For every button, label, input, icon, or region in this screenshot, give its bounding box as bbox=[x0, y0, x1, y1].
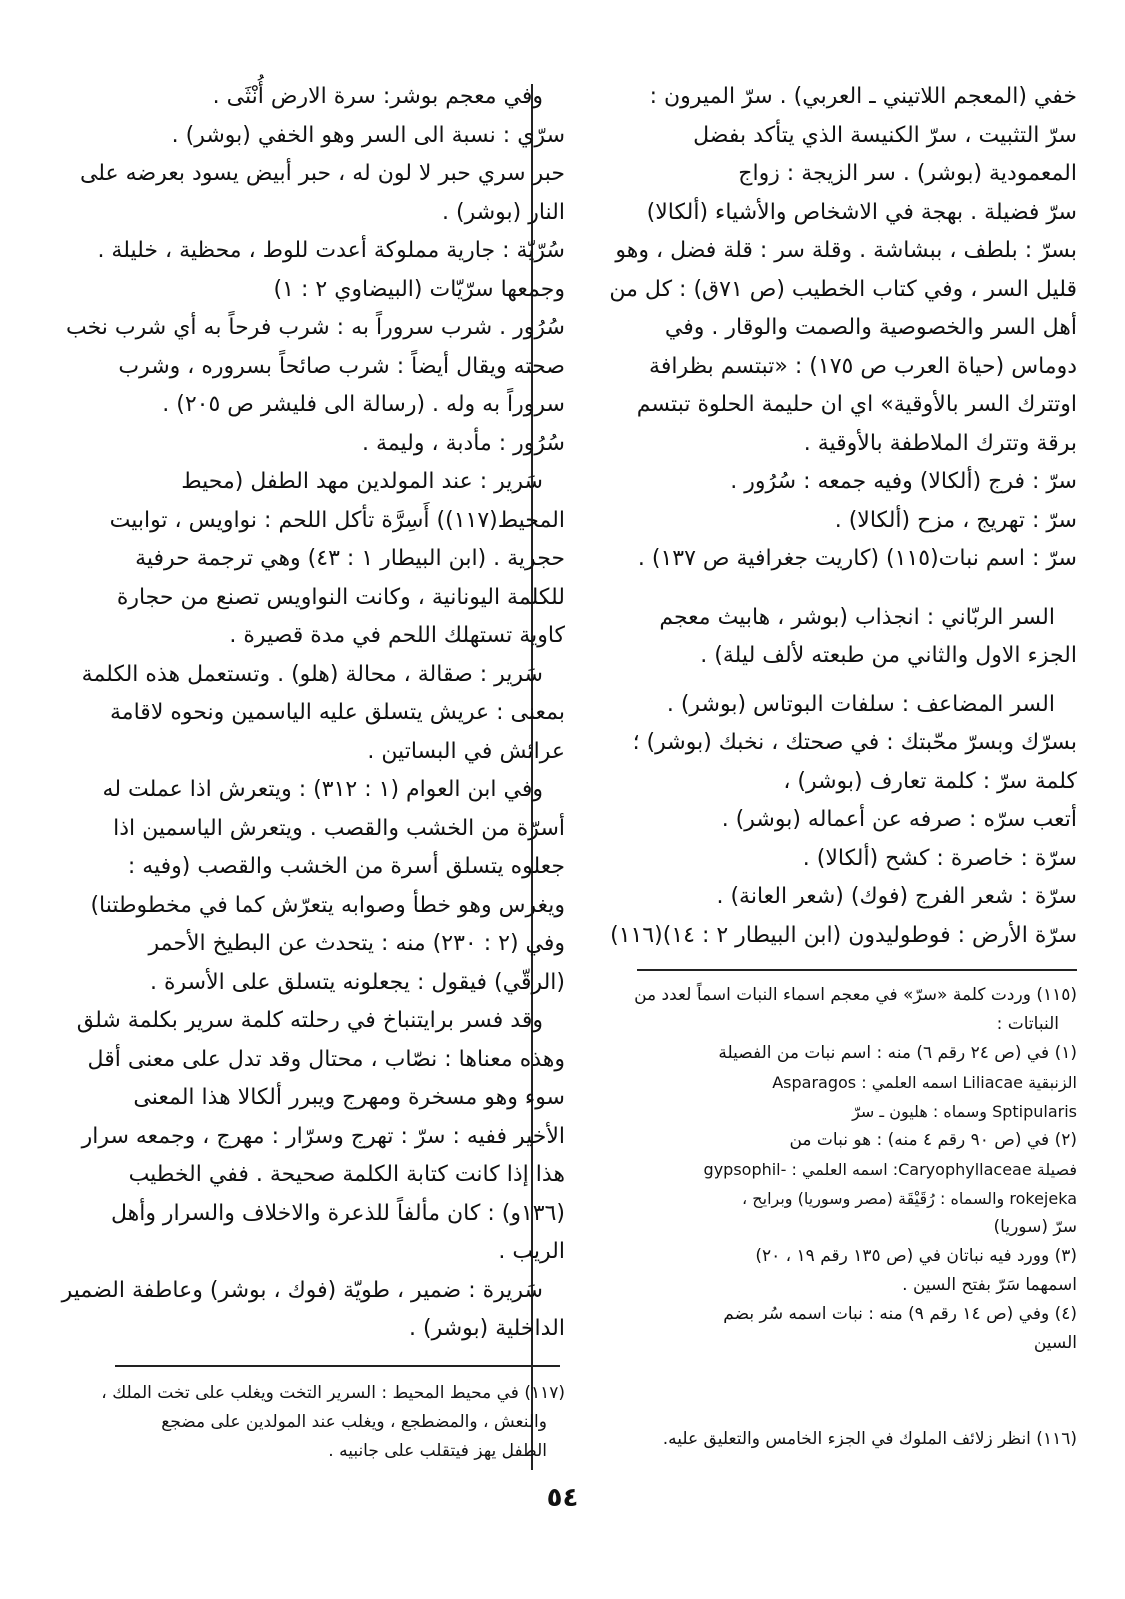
text-line: عرائش في البساتين . bbox=[367, 738, 565, 764]
footnote-line: سرّ (سوريا) bbox=[993, 1217, 1077, 1237]
text-line: سَرير : عند المولدين مهد الطفل (محيط bbox=[181, 469, 543, 494]
text-line: الداخلية (بوشر) . bbox=[409, 1316, 565, 1341]
text-line: وجمعها سرّيّات (البيضاوي ٢ : ١) bbox=[273, 276, 565, 302]
text-line: بسرّ : بلطف ، ببشاشة . وقلة سر : قلة فضل ، وهو bbox=[615, 238, 1077, 263]
footnote-line: rokejeka والسماه : رُقَيْقَة (مصر وسوريا) وبرايح ، bbox=[742, 1189, 1077, 1208]
text-line: وقد فسر برايتنباخ في رحلته كلمة سرير بكلمة شلق bbox=[76, 1008, 543, 1033]
footnote-116: (١١٦) انظر زلائف الملوك في الجزء الخامس والتعليق عليه. bbox=[662, 1429, 1077, 1449]
text-line: السر الربّاني : انجذاب (بوشر ، هابيث معجم bbox=[659, 604, 1055, 630]
text-line: دوماس (حياة العرب ص ١٧٥) : «تبتسم بظرافة bbox=[649, 353, 1077, 379]
footnote-line: (٣) وورد فيه نباتان في (ص ١٣٥ رقم ١٩ ، ٢٠) bbox=[755, 1246, 1077, 1266]
text-line: النار (بوشر) . bbox=[442, 199, 565, 225]
footnote-line: (١١٧) في محيط المحيط : السرير التخت ويغلب على تخت الملك ، bbox=[101, 1382, 565, 1403]
text-line: برقة وتترك الملاطفة بالأوقية . bbox=[803, 430, 1077, 456]
text-line: كلمة سرّ : كلمة تعارف (بوشر) ، bbox=[783, 768, 1077, 794]
text-line: حجرية . (ابن البيطار ١ : ٤٣) وهي ترجمة حرفية bbox=[135, 546, 565, 571]
text-line: الجزء الاول والثاني من طبعته لألف ليلة) . bbox=[700, 643, 1077, 668]
page-number: ٥٤ bbox=[546, 1483, 579, 1513]
text-line: اوتترك السر بالأوقية» اي ان حليمة الحلوة تبتسم bbox=[636, 392, 1077, 417]
text-line: وفي معجم بوشر: سرة الارض أُنْثَى . bbox=[212, 84, 543, 109]
footnote-line: الزنبقية Liliacae اسمه العلمي : Asparagos bbox=[772, 1073, 1077, 1092]
paragraph-gap bbox=[629, 676, 1077, 686]
footnote-line: والنعش ، والمضطجع ، ويغلب عند المولدين على مضجع bbox=[161, 1411, 547, 1432]
right-column bbox=[609, 78, 1077, 1358]
text-line: وهذه معناها : نصّاب ، محتال وقد تدل على معنى أقل bbox=[87, 1046, 565, 1072]
text-line: للكلمة اليونانية ، وكانت النواويس تصنع من حجارة bbox=[116, 584, 565, 610]
text-line: صحته ويقال أيضاً : شرب صائحاً بسروره ، وشرب bbox=[118, 353, 565, 379]
text-line: المعمودية (بوشر) . سر الزيجة : زواج bbox=[738, 161, 1077, 186]
text-line: ويغرس وهو خطأ وصوابه يتعرّش كما في مخطوطتنا) bbox=[90, 892, 565, 918]
footnote-line: فصيلة Caryophyllaceae: اسمه العلمي : -gypsophil bbox=[703, 1160, 1077, 1179]
footnote-line: (١١٥) وردت كلمة «سرّ» في معجم اسماء النبات اسماً لعدد من bbox=[634, 985, 1077, 1005]
text-line: سَرير : صقالة ، محالة (هلو) . وتستعمل هذه الكلمة bbox=[81, 661, 543, 687]
text-line: بسرّك وبسرّ محّبتك : في صحتك ، نخبك (بوشر) ؛ bbox=[632, 730, 1077, 755]
footnote-line: (٢) في (ص ٩٠ رقم ٤ منه) : هو نبات من bbox=[789, 1130, 1077, 1150]
text-line: المحيط(١١٧)) أَسِرَّة تأكل اللحم : نواويس ، توابيت bbox=[109, 507, 565, 533]
text-line: سرّ التثبيت ، سرّ الكنيسة الذي يتأكد بفضل bbox=[693, 122, 1077, 148]
text-line: خفي (المعجم اللاتيني ـ العربي) . سرّ الميرون : bbox=[649, 84, 1077, 109]
text-line: وفي ابن العوام (١ : ٣١٢) : ويتعرش اذا عملت له bbox=[102, 777, 543, 802]
text-line: (١٣٦و) : كان مألفاً للذعرة والاخلاف والسرار وأهل bbox=[110, 1200, 565, 1226]
text-line: أهل السر والخصوصية والصمت والوقار . وفي bbox=[664, 315, 1077, 340]
text-line: السر المضاعف : سلفات البوتاس (بوشر) . bbox=[666, 691, 1055, 717]
text-line: قليل السر ، وفي كتاب الخطيب (ص ٧١ق) : كل من bbox=[609, 276, 1077, 302]
text-line: سرّة : شعر الفرج (فوك) (شعر العانة) . bbox=[716, 884, 1077, 909]
text-line: سَريرة : ضمير ، طويّة (فوك ، بوشر) وعاطفة الضمير bbox=[61, 1277, 543, 1303]
text-line: سرّ فضيلة . بهجة في الاشخاص والأشياء (ألكالا) bbox=[646, 199, 1077, 225]
text-line: سوء وهو مسخرة ومهرج ويبرر ألكالا هذا المعنى bbox=[133, 1085, 565, 1110]
footnote-line: السين bbox=[1033, 1333, 1077, 1353]
text-line: سرّ : فرج (ألكالا) وفيه جمعه : سُرُور . bbox=[730, 469, 1077, 494]
text-line: بمعنى : عريش يتسلق عليه الياسمين ونحوه لاقامة bbox=[110, 700, 565, 725]
text-line: أتعب سرّه : صرفه عن أعماله (بوشر) . bbox=[721, 807, 1077, 832]
text-line: سرّ : تهريج ، مزح (ألكالا) . bbox=[834, 507, 1077, 533]
text-line: سرّي : نسبة الى السر وهو الخفي (بوشر) . bbox=[171, 122, 565, 148]
text-line: سرّة الأرض : فوطوليدون (ابن البيطار ٢ : ١٤)(١١٦) bbox=[610, 922, 1077, 948]
text-line: كاوية تستهلك اللحم في مدة قصيرة . bbox=[229, 623, 565, 648]
text-line: الأخير ففيه : سرّ : تهرج وسرّار : مهرج ، وجمعه سرار bbox=[81, 1123, 565, 1149]
text-line: أسرّة من الخشب والقصب . ويتعرش الياسمين اذا bbox=[113, 815, 565, 841]
text-line: الريب . bbox=[498, 1239, 565, 1264]
paragraph-gap bbox=[629, 579, 1077, 599]
text-line: وفي (٢ : ٢٣٠) منه : يتحدث عن البطيخ الأحمر bbox=[148, 931, 565, 956]
text-line: سروراً به وله . (رسالة الى فليشر ص ٢٠٥) . bbox=[162, 392, 565, 417]
left-column bbox=[61, 78, 565, 1466]
footnote-line: Sptipularis وسماه : هليون ـ سرّ bbox=[852, 1102, 1077, 1121]
footnote-separator bbox=[637, 969, 1077, 971]
footnote-separator bbox=[115, 1365, 560, 1367]
footnote-line: الطفل يهز فيتقلب على جانبيه . bbox=[328, 1440, 547, 1461]
text-line: سُرُور . شرب سروراً به : شرب فرحاً به أي شرب نخب bbox=[66, 315, 565, 340]
footnote-line: (٤) وفي (ص ١٤ رقم ٩) منه : نبات اسمه سُر بضم bbox=[723, 1304, 1077, 1324]
footnote-line: (١) في (ص ٢٤ رقم ٦) منه : اسم نبات من الفصيلة bbox=[718, 1043, 1077, 1063]
text-line: سرّ : اسم نبات(١١٥) (كاريت جغرافية ص ١٣٧) . bbox=[637, 546, 1077, 571]
text-line: هذا إذا كانت كتابة الكلمة صحيحة . ففي الخطيب bbox=[128, 1162, 565, 1187]
text-line: سُرّيّة : جارية مملوكة أعدت للوط ، محظية ، خليلة . bbox=[97, 238, 565, 263]
text-line: سرّة : خاصرة : كشح (ألكالا) . bbox=[802, 845, 1077, 871]
footnote-line: النباتات : bbox=[996, 1014, 1059, 1034]
text-line: جعلوه يتسلق أسرة من الخشب والقصب (وفيه : bbox=[127, 854, 565, 879]
text-line: (الرقّي) فيقول : يجعلونه يتسلق على الأسرة . bbox=[150, 969, 565, 995]
footnote-line: اسمهما سَرّ بفتح السين . bbox=[902, 1275, 1077, 1295]
text-line: حبر سري حبر لا لون له ، حبر أبيض يسود بعرضه على bbox=[79, 161, 565, 186]
text-line: سُرُور : مأدبة ، وليمة . bbox=[362, 430, 565, 456]
